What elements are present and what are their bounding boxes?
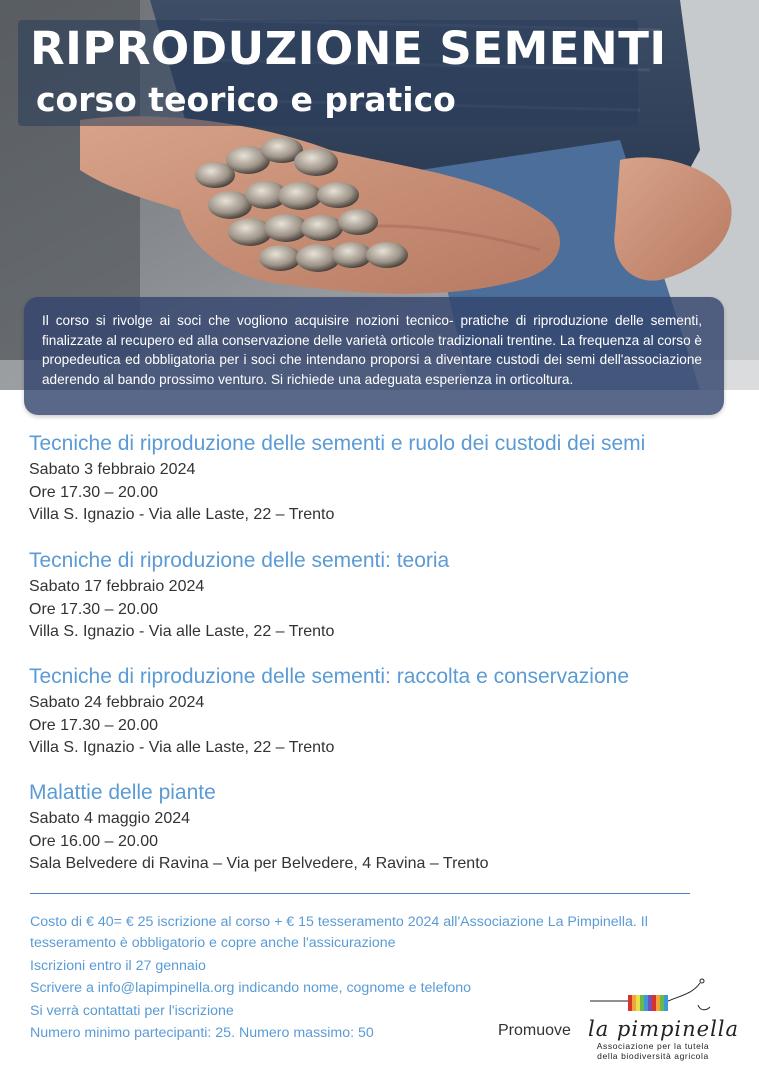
session-time: Ore 17.30 – 20.00 <box>29 600 158 618</box>
logo-name: la pimpinella <box>588 1017 740 1041</box>
page-subtitle: corso teorico e pratico <box>36 80 456 119</box>
session-title: Malattie delle piante <box>29 781 216 804</box>
session-place: Villa S. Ignazio - Via alle Laste, 22 – Trento <box>29 506 335 523</box>
session-4 <box>29 780 489 876</box>
session-time: Ore 16.00 – 20.00 <box>29 832 158 850</box>
session-title: Tecniche di riproduzione delle sementi e ruolo dei custodi dei semi <box>29 432 646 455</box>
session-place: Villa S. Ignazio - Via alle Laste, 22 – Trento <box>29 623 335 640</box>
page-title: RIPRODUZIONE SEMENTI <box>30 22 667 75</box>
session-date: Sabato 3 febbraio 2024 <box>29 461 196 478</box>
contact-text: Scrivere a info@lapimpinella.org indicando nome, cognome e telefono <box>30 980 472 997</box>
session-3 <box>29 664 629 760</box>
session-title: Tecniche di riproduzione delle sementi: raccolta e conservazione <box>29 665 629 688</box>
session-date: Sabato 17 febbraio 2024 <box>29 578 205 595</box>
session-place: Sala Belvedere di Ravina – Via per Belvedere, 4 Ravina – Trento <box>29 855 489 872</box>
session-date: Sabato 4 maggio 2024 <box>29 810 191 827</box>
cost-text: Costo di € 40= € 25 iscrizione al corso + € 15 tesseramento 2024 all'Associazione La Pimpinella. Il tesseramento è obbligatorio e copre anche l'assicurazione <box>30 914 648 951</box>
session-1 <box>29 431 645 527</box>
info-block <box>30 912 670 1046</box>
session-title: Tecniche di riproduzione delle sementi: teoria <box>29 549 450 572</box>
session-2 <box>29 548 449 644</box>
section-divider <box>30 893 690 894</box>
logo-tagline: Associazione per la tutela della biodiversità agricola <box>596 1041 710 1061</box>
session-place: Villa S. Ignazio - Via alle Laste, 22 – Trento <box>29 739 335 756</box>
callback-text: Si verrà contattati per l'iscrizione <box>30 1002 234 1019</box>
promoter-label: Promuove <box>498 1022 571 1039</box>
session-time: Ore 17.30 – 20.00 <box>29 483 158 501</box>
session-date: Sabato 24 febbraio 2024 <box>29 694 205 711</box>
session-time: Ore 17.30 – 20.00 <box>29 716 158 734</box>
intro-text: Il corso si rivolge ai soci che vogliono acquisire nozioni tecnico- pratiche di riproduzione delle sementi, finalizzate al recupero ed alla conservazione delle varietà orticole tradizionali trentine. La frequenza al corso è propedeutica ed obbligatoria per i soci che intendano proporsi a diventare custodi dei semi dell'associazione aderendo al bando prossimo venturo. Si richiede una adeguata esperienza in orticoltura. <box>42 313 702 388</box>
participants-text: Numero minimo partecipanti: 25. Numero massimo: 50 <box>30 1025 374 1042</box>
deadline-text: Iscrizioni entro il 27 gennaio <box>30 957 206 974</box>
